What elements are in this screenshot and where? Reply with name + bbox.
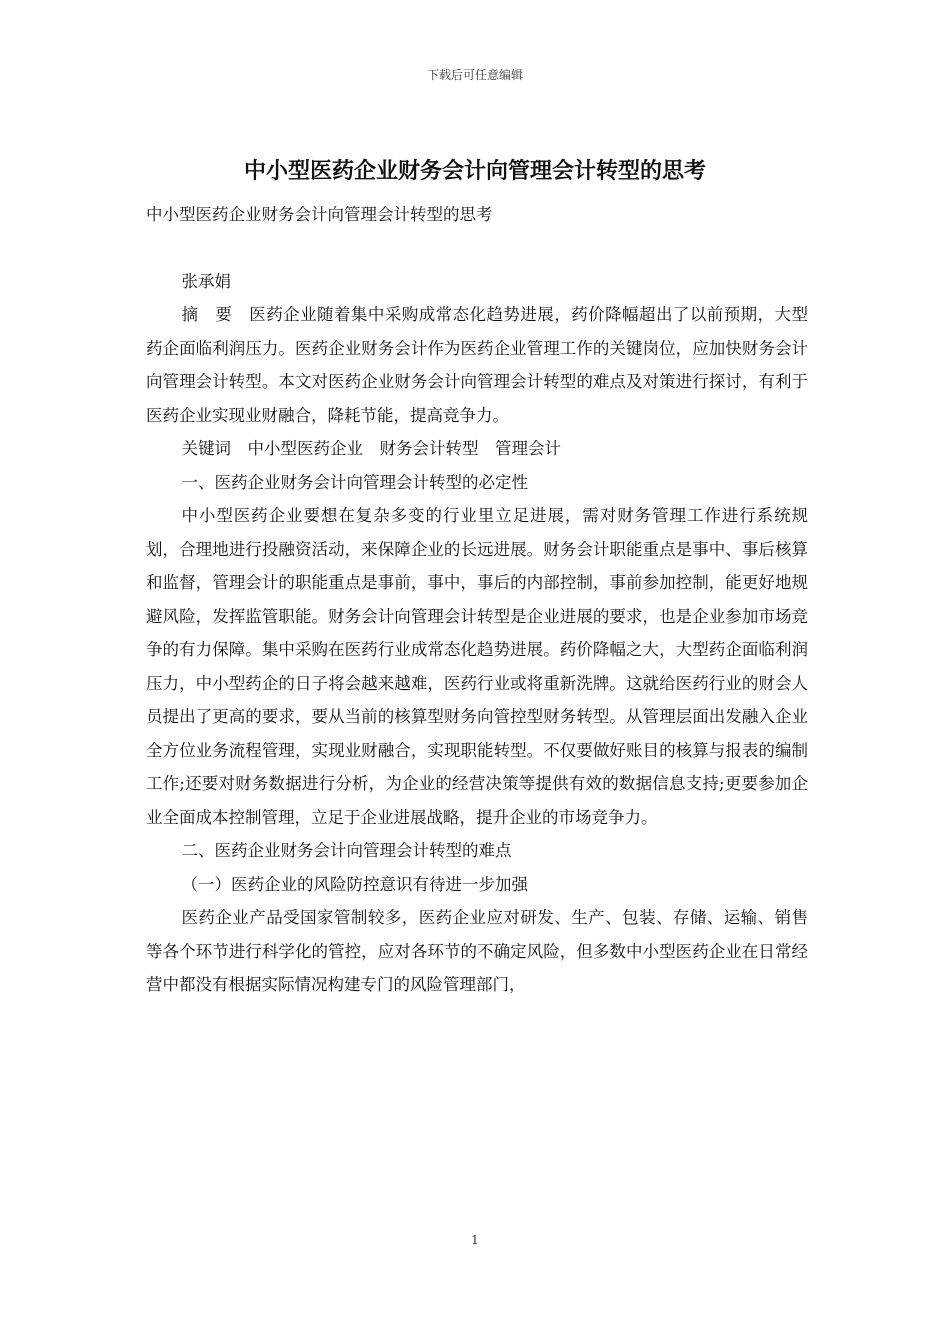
author-name: 张承娟 [181, 271, 231, 291]
document-body [146, 198, 808, 1002]
section-heading: 二、医药企业财务会计向管理会计转型的难点 [181, 841, 512, 860]
section-heading: 一、医药企业财务会计向管理会计转型的必定性 [181, 472, 528, 492]
abstract-paragraph: 摘 要 医药企业随着集中采购成常态化趋势进展，药价降幅超出了以前预期，大型药企面临利润压力。医药企业财务会计作为医药企业管理工作的关键岗位，应加快财务会计向管理会计转型。本文对医药企业财务会计向管理会计转型的难点及对策进行探讨，有利于医药企业实现业财融合，降耗节能，提高竞争力。 [146, 305, 808, 425]
document-subtitle: 中小型医药企业财务会计向管理会计转型的思考 [146, 205, 493, 224]
keywords-line: 关键词 中小型医药企业 财务会计转型 管理会计 [181, 439, 561, 458]
page-header: 下载后可任意编辑 [426, 68, 523, 82]
subsection-heading: （一）医药企业的风险防控意识有待进一步加强 [181, 874, 528, 894]
document-title: 中小型医药企业财务会计向管理会计转型的思考 [243, 158, 706, 184]
page-number: 1 [471, 1233, 479, 1247]
blank-line [146, 232, 808, 265]
body-paragraph: 医药企业产品受国家管制较多，医药企业应对研发、生产、包装、存储、运输、销售等各个环节进行科学化的管控，应对各环节的不确定风险，但多数中小型医药企业在日常经营中都没有根据实际情况构建专门的风险管理部门， [146, 908, 808, 994]
body-paragraph: 中小型医药企业要想在复杂多变的行业里立足进展，需对财务管理工作进行系统规划，合理地进行投融资活动，来保障企业的长远进展。财务会计职能重点是事中、事后核算和监督，管理会计的职能重点是事前，事中，事后的内部控制，事前参加控制，能更好地规避风险，发挥监管职能。财务会计向管理会计转型是企业进展的要求，也是企业参加市场竞争的有力保障。集中采购在医药行业成常态化趋势进展。药价降幅之大，大型药企面临利润压力，中小型药企的日子将会越来越难，医药行业或将重新洗牌。这就给医药行业的财会人员提出了更高的要求，要从当前的核算型财务向管控型财务转型。从管理层面出发融入企业全方位业务流程管理，实现业财融合，实现职能转型。不仅要做好账目的核算与报表的编制工作;还要对财务数据进行分析，为企业的经营决策等提供有效的数据信息支持;更要参加企业全面成本控制管理，立足于企业进展战略，提升企业的市场竞争力。 [146, 506, 808, 827]
